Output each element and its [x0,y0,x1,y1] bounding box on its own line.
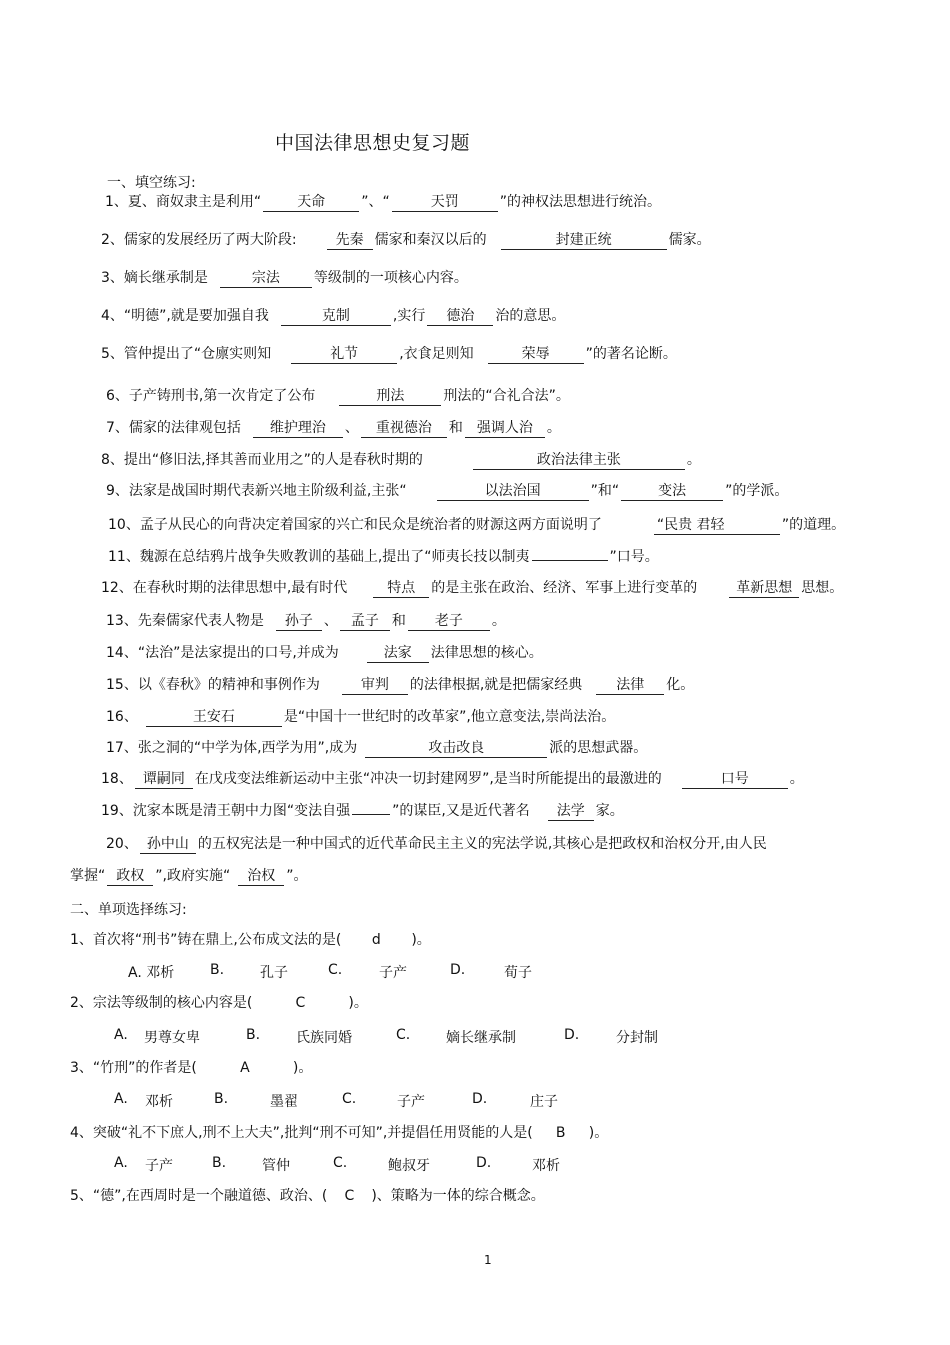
choice-option: C. [328,962,343,978]
text-segment: 派的思想武器。 [549,740,648,756]
text-segment: 11、 [108,549,140,565]
fill-blank: 封建正统 [501,232,667,250]
text-segment: 夏、商奴隶主是利用“ [127,194,262,210]
text-segment: )。 [348,995,368,1011]
choice-option: B. [214,1091,229,1107]
text-segment: 12、 [101,580,133,596]
text-segment: 儒家的发展经历了两大阶段: [123,232,297,248]
choice-question-3 [70,1058,312,1078]
fill-blank: 变法 [621,483,723,501]
text-segment: 嫡长继承制是 [123,270,208,286]
text-segment: 先秦儒家代表人物是 [137,613,264,629]
fill-blank: 王安石 [146,709,282,727]
text-segment: )、策略为一体的综合概念。 [371,1188,545,1204]
text-segment: 20、 [106,836,138,852]
text-segment: “明德”,就是要加强自我 [123,308,269,324]
text-segment: 17、 [106,740,138,756]
choice-option: 子产 [397,1094,425,1110]
text-segment: 6、 [106,388,129,404]
choice-option: 男尊女卑 [144,1030,200,1046]
text-segment: 4、突破“礼不下庶人,刑不上大夫”,批判“刑不可知”,并提倡任用贤能的人是( [70,1125,533,1141]
fill-blank: 宗法 [220,270,312,288]
text-segment: 2、 [101,232,124,248]
text-segment: )。 [292,1060,313,1076]
text-segment: 、 [344,420,359,436]
fill-blank: 老子 [408,613,490,631]
fill-blank: 审判 [342,677,408,695]
text-segment: 掌握“ [70,868,106,884]
text-segment: 法律思想的核心。 [430,645,543,661]
fill-blank: “民贵 君轻 [654,517,780,535]
fill-blank [532,560,608,561]
text-segment: 18、 [101,771,133,787]
fill-blank: 法律 [596,677,664,695]
fill-item-9 [106,481,788,501]
choice-option: 鲍叔牙 [388,1158,430,1174]
choice-option: C. [396,1027,411,1043]
choice-option: 分封制 [616,1030,658,1046]
text-segment: 等级制的一项核心内容。 [313,270,468,286]
text-segment: 孟子从民心的向背决定着国家的兴亡和民众是统治者的财源这两方面说明了 [139,517,602,533]
fill-blank: 孙子 [276,613,322,631]
text-segment: 13、 [106,613,138,629]
fill-item-4 [101,306,565,326]
fill-blank: 先秦 [327,232,373,250]
fill-blank: 天命 [263,194,359,212]
fill-item-15 [106,675,694,695]
text-segment: 和 [448,420,463,436]
answer: C [295,995,306,1011]
fill-blank: 法家 [367,645,429,663]
page-number: 1 [484,1253,492,1267]
text-segment: 提出“修旧法,择其善而业用之”的人是春秋时期的 [123,452,423,468]
fill-item-1 [105,192,661,212]
text-segment: ”的道理。 [781,517,846,533]
fill-blank: 重视德治 [361,420,447,438]
text-segment: 是“中国十一世纪时的改革家”,他立意变法,崇尚法治。 [283,709,616,725]
text-segment: 子产铸刑书,第一次肯定了公布 [128,388,316,404]
fill-blank: 治权 [238,868,284,886]
text-segment: 法家是战国时期代表新兴地主阶级利益,主张“ [128,483,407,499]
fill-blank: 特点 [373,580,429,598]
choice-option: B. [246,1027,261,1043]
text-segment: 张之洞的“中学为体,西学为用”,成为 [137,740,358,756]
choice-option: A. [114,1155,128,1171]
answer: d [371,932,381,948]
text-segment: 沈家本既是清王朝中力图“变法自强 [132,803,351,819]
fill-blank: 刑法 [339,388,441,406]
section-fill-heading: 一、填空练习: [107,175,196,191]
page-title: 中国法律思想史复习题 [275,132,471,154]
fill-blank: 口号 [682,771,788,789]
choice-question-1 [70,930,431,950]
text-segment: 思想。 [801,580,844,596]
fill-item-2 [101,230,711,250]
fill-item-14 [106,643,543,663]
text-segment: 9、 [106,483,129,499]
fill-blank: 礼节 [291,346,397,364]
choice-question-5 [70,1186,545,1206]
text-segment: 5、“德”,在西周时是一个融道德、政治、( [70,1188,328,1204]
fill-blank: 攻击改良 [365,740,547,758]
fill-blank: 革新思想 [729,580,799,598]
text-segment: 3、 [101,270,124,286]
choice-option: D. [476,1155,492,1171]
text-segment: 魏源在总结鸦片战争失败教训的基础上,提出了“师夷长技以制夷 [139,549,530,565]
choice-option: D. [472,1091,488,1107]
choice-option: D. [450,962,466,978]
text-segment: 管仲提出了“仓廪实则知 [123,346,272,362]
choice-option: C. [333,1155,348,1171]
fill-item-17 [106,738,647,758]
text-segment: 2、宗法等级制的核心内容是( [70,995,253,1011]
fill-blank: 天罚 [392,194,498,212]
text-segment: ”和“ [590,483,620,499]
fill-blank: 维护理治 [253,420,343,438]
fill-blank: 孟子 [340,613,390,631]
text-segment: 。 [546,420,561,436]
choice-option: A. 邓析 [128,965,175,981]
choice-option: 氏族同婚 [296,1030,352,1046]
fill-item-10 [108,515,845,535]
answer: A [240,1060,250,1076]
fill-blank: 政权 [107,868,153,886]
fill-item-7 [106,418,561,438]
text-segment: 儒家的法律观包括 [128,420,241,436]
choice-option: 子产 [145,1158,173,1174]
text-segment: 在春秋时期的法律思想中,最有时代 [132,580,348,596]
text-segment: 10、 [108,517,140,533]
section-choice-heading: 二、单项选择练习: [70,902,187,918]
text-segment: ”的著名论断。 [585,346,677,362]
text-segment: 、 [323,613,338,629]
text-segment: ”的谋臣,又是近代著名 [392,803,530,819]
text-segment: 15、 [106,677,138,693]
choice-option: B. [210,962,225,978]
fill-blank: 德治 [427,308,493,326]
choice-option: A. [114,1091,128,1107]
fill-item-6 [106,386,570,406]
text-segment: 16、 [106,709,138,725]
fill-blank: 克制 [281,308,391,326]
text-segment: 以《春秋》的精神和事例作为 [137,677,320,693]
fill-item-18 [101,769,804,789]
fill-item-20-continued [70,866,308,886]
fill-item-8 [101,450,701,470]
fill-item-20 [106,834,767,854]
text-segment: )。 [588,1125,609,1141]
text-segment: 3、“竹刑”的作者是( [70,1060,197,1076]
text-segment: 1、 [105,194,128,210]
text-segment: ”的学派。 [725,483,789,499]
text-segment: ”的神权法思想进行统治。 [499,194,661,210]
fill-item-12 [101,578,843,598]
fill-item-13 [106,611,506,631]
text-segment: 5、 [101,346,124,362]
text-segment: 家。 [595,803,624,819]
fill-item-16 [106,707,615,727]
text-segment: ”、“ [361,194,390,210]
choice-option: B. [212,1155,227,1171]
text-segment: 治的意思。 [495,308,566,324]
text-segment: 。 [491,613,506,629]
fill-blank: 以法治国 [437,483,589,501]
text-segment: 在戊戌变法维新运动中主张“冲决一切封建网罗”,是当时所能提出的最激进的 [194,771,662,787]
text-segment: 的是主张在政治、经济、军事上进行变革的 [431,580,698,596]
fill-blank: 强调人治 [465,420,545,438]
text-segment: 14、 [106,645,138,661]
choice-option: A. [114,1027,128,1043]
fill-blank: 法学 [548,803,594,821]
text-segment: 1、首次将“刑书”铸在鼎上,公布成文法的是( [70,932,342,948]
choice-option: 荀子 [504,965,532,981]
fill-blank [352,814,390,815]
text-segment: 的法律根据,就是把儒家经典 [409,677,583,693]
text-segment: 和 [391,613,406,629]
choice-question-2 [70,993,368,1013]
text-segment: 。 [789,771,804,787]
fill-item-11 [108,547,659,567]
choice-option: 子产 [379,965,407,981]
choice-question-4 [70,1123,608,1143]
text-segment: 19、 [101,803,133,819]
text-segment: “法治”是法家提出的口号,并成为 [137,645,339,661]
choice-option: 邓析 [145,1094,173,1110]
text-segment: 8、 [101,452,124,468]
answer: B [555,1125,566,1141]
choice-option: 孔子 [260,965,288,981]
fill-item-3 [101,268,468,288]
answer: C [344,1188,355,1204]
choice-option: 管仲 [262,1158,290,1174]
text-segment: 化。 [666,677,695,693]
choice-option: 邓析 [532,1158,560,1174]
text-segment: ,实行 [392,308,426,324]
fill-blank: 谭嗣同 [135,771,193,789]
text-segment: 刑法的“合礼合法”。 [443,388,570,404]
text-segment: ”。 [286,868,308,884]
text-segment: 7、 [106,420,129,436]
fill-blank: 政治法律主张 [473,452,685,470]
choice-option: D. [564,1027,580,1043]
text-segment: ”,政府实施“ [155,868,231,884]
fill-blank: 荣辱 [488,346,584,364]
fill-blank: 孙中山 [140,836,196,854]
fill-item-5 [101,344,677,364]
text-segment: 的五权宪法是一种中国式的近代革命民主主义的宪法学说,其核心是把政权和治权分开,由人民 [197,836,767,852]
fill-item-19 [101,801,624,821]
text-segment: ,衣食足则知 [399,346,474,362]
text-segment: 4、 [101,308,124,324]
text-segment: 。 [686,452,701,468]
text-segment: 儒家和秦汉以后的 [374,232,487,248]
choice-option: 庄子 [530,1094,558,1110]
text-segment: ”口号。 [609,549,659,565]
text-segment: 儒家。 [668,232,711,248]
text-segment: )。 [411,932,431,948]
choice-option: C. [342,1091,357,1107]
choice-option: 墨翟 [270,1094,298,1110]
choice-option: 嫡长继承制 [446,1030,516,1046]
